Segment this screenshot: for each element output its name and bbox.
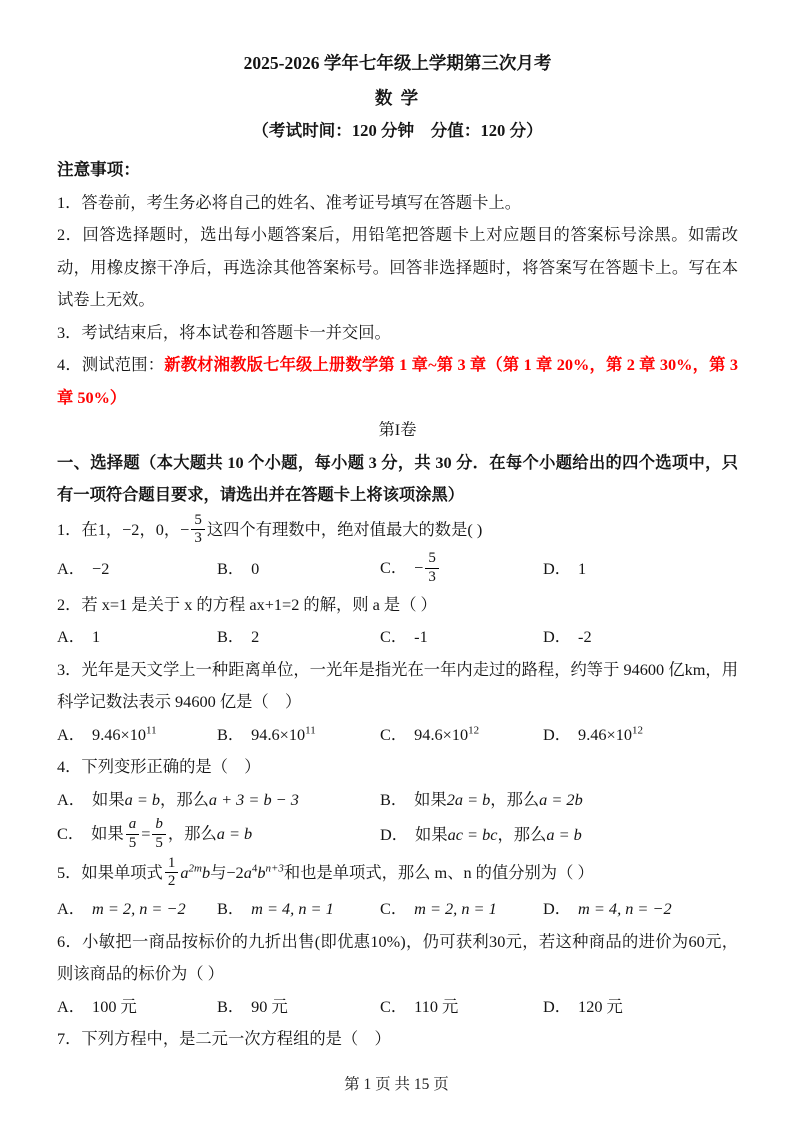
question-2-stem: 2．若 x=1 是关于 x 的方程 ax+1=2 的解，则 a 是（ ） xyxy=(57,594,437,614)
q2-option-d-label: D． xyxy=(543,627,572,646)
q2-option-d-value: -2 xyxy=(578,627,592,646)
q5-monomial-1-base: a xyxy=(180,862,189,882)
q1-option-b-label: B． xyxy=(217,559,245,578)
q4-option-d xyxy=(380,819,738,852)
q1-option-c-fraction-numerator: 5 xyxy=(425,551,439,569)
q1-stem-post: 这四个有理数中，绝对值最大的数是( ) xyxy=(206,519,483,539)
q4-option-c-fraction-2-denominator: 5 xyxy=(155,834,163,851)
q1-option-c-fraction-denominator: 3 xyxy=(428,568,436,585)
q2-option-b-label: B． xyxy=(217,627,245,646)
q3-option-a-label: A． xyxy=(57,724,86,744)
q5-option-d-value: m = 4, n = −2 xyxy=(578,899,672,918)
q4-option-a-label: A． xyxy=(57,789,86,809)
q4-option-c-text2: ，那么 xyxy=(167,823,217,843)
q5-option-b xyxy=(217,893,380,926)
q2-option-b-value: 2 xyxy=(251,627,260,646)
question-4-options-row-1 xyxy=(57,784,738,817)
q5-monomial-1-exponent: 2m xyxy=(188,862,202,875)
notice-item-4-scope: 新教材湘教版七年级上册数学第 1 章~第 3 章（第 1 章 20%，第 2 章 30%，第 3 章 50%） xyxy=(57,355,738,407)
q4-option-d-text1: 如果 xyxy=(415,825,448,844)
question-1-options xyxy=(57,550,738,589)
q4-option-b xyxy=(380,784,738,817)
q1-option-a-value: −2 xyxy=(92,559,110,578)
question-4-options-row-2 xyxy=(57,816,738,855)
notice-item-2: 2．回答选择题时，选出每小题答案后，用铅笔把答题卡上对应题目的答案标号涂黑。如需改动，用橡皮擦干净后，再选涂其他答案标号。回答非选择题时，将答案写在答题卡上。写在本试卷上无效。 xyxy=(57,225,738,309)
question-5-stem xyxy=(57,855,738,894)
page-footer: 第 1 页 共 15 页 xyxy=(344,1076,449,1093)
q1-option-b xyxy=(217,553,380,586)
q6-option-c-value: 110 元 xyxy=(414,996,459,1016)
q4-option-a-math1: a = b xyxy=(124,789,161,809)
q4-option-a xyxy=(57,784,380,817)
q1-option-b-value: 0 xyxy=(251,559,260,578)
exam-title: 2025-2026 学年七年级上学期第三次月考 xyxy=(243,53,552,73)
q4-option-c-fraction-2-numerator: b xyxy=(152,817,166,835)
q5-monomial-1-tail: b xyxy=(201,862,211,882)
q6-option-d-label: D． xyxy=(543,996,572,1016)
notice-item-4 xyxy=(57,349,738,414)
q4-option-d-math2: a = b xyxy=(546,825,582,844)
q5-monomial-2-exponent-1: 4 xyxy=(251,862,258,875)
q3-option-c-label: C． xyxy=(380,724,408,744)
q3-option-d-exponent: 12 xyxy=(632,724,644,737)
q2-option-d xyxy=(543,621,738,654)
q3-option-b-exponent: 11 xyxy=(305,724,316,737)
q3-option-c-value: 94.6×10 xyxy=(414,724,469,744)
q3-option-a xyxy=(57,719,217,752)
q5-stem-post: 和也是单项式，那么 m、n 的值分别为（ ） xyxy=(283,862,594,882)
q4-option-c xyxy=(57,816,380,855)
q2-option-c xyxy=(380,621,543,654)
q3-option-c-exponent: 12 xyxy=(468,724,480,737)
subject-title: 数 学 xyxy=(374,88,421,108)
q3-option-b-value: 94.6×10 xyxy=(251,724,306,744)
q4-option-a-math2: a + 3 = b − 3 xyxy=(208,789,299,809)
question-6-stem: 6．小敏把一商品按标价的九折出售(即优惠10%)，仍可获利30元，若这种商品的进价为60元，则该商品的标价为（ ） xyxy=(57,931,738,983)
q1-option-d xyxy=(543,553,738,586)
q5-coefficient-fraction-numerator: 1 xyxy=(165,856,179,874)
q4-option-c-equals-sign: = xyxy=(141,823,151,843)
q3-option-b-label: B． xyxy=(217,724,245,744)
q5-stem-mid: 与 xyxy=(210,862,227,882)
q5-option-c xyxy=(380,893,543,926)
question-4-stem: 4．下列变形正确的是（ ） xyxy=(57,757,261,776)
q1-fraction-denominator: 3 xyxy=(194,530,202,547)
section1-heading: 一、选择题（本大题共 10 个小题，每小题 3 分，共 30 分．在每个小题给出的四个选项中，只有一项符合题目要求，请选出并在答题卡上将该项涂黑） xyxy=(57,452,738,504)
q2-option-c-label: C． xyxy=(380,627,408,646)
q4-option-c-fraction-1-denominator: 5 xyxy=(128,834,137,851)
q3-option-d-label: D． xyxy=(543,724,572,744)
q3-option-a-value: 9.46×10 xyxy=(92,724,147,744)
q4-option-b-math2: a = 2b xyxy=(539,789,583,809)
q6-option-d xyxy=(543,991,738,1024)
q4-option-c-label: C． xyxy=(57,823,85,843)
q5-stem-pre: 5．如果单项式 xyxy=(57,862,163,882)
q5-option-d xyxy=(543,893,738,926)
q1-option-c-minus-sign: − xyxy=(414,557,424,577)
q2-option-c-value: -1 xyxy=(414,627,428,646)
question-2-options xyxy=(57,621,738,654)
q1-option-d-value: 1 xyxy=(578,559,587,578)
q5-option-a-label: A． xyxy=(57,899,86,918)
q5-option-b-label: B． xyxy=(217,899,245,918)
q4-option-c-text1: 如果 xyxy=(91,823,124,843)
q5-monomial-2-exponent-2: n+3 xyxy=(265,862,284,875)
q1-option-a-label: A． xyxy=(57,559,86,578)
q1-option-c-label: C． xyxy=(380,557,408,577)
q6-option-a-value: 100 元 xyxy=(92,996,137,1016)
notices-heading: 注意事项： xyxy=(57,160,140,179)
q6-option-b xyxy=(217,991,380,1024)
question-3-options xyxy=(57,719,738,752)
q5-option-a-value: m = 2, n = −2 xyxy=(92,899,186,918)
notice-item-3: 3．考试结束后，将本试卷和答题卡一并交回。 xyxy=(57,322,391,342)
q2-option-a-value: 1 xyxy=(92,627,101,646)
q5-monomial-2-coefficient: −2 xyxy=(226,862,244,882)
q4-option-b-text1: 如果 xyxy=(414,789,447,809)
q2-option-a-label: A． xyxy=(57,627,86,646)
q5-option-a xyxy=(57,893,217,926)
q4-option-b-math1: 2a = b xyxy=(446,789,491,809)
question-7-stem: 7．下列方程中，是二元一次方程组的是（ ） xyxy=(57,1029,391,1048)
q2-option-b xyxy=(217,621,380,654)
q5-option-c-value: m = 2, n = 1 xyxy=(414,899,497,918)
q1-option-c xyxy=(380,550,543,589)
question-6-options xyxy=(57,991,738,1024)
exam-meta: （考试时间：120 分钟 分值：120 分） xyxy=(252,121,543,140)
q5-coefficient-fraction-denominator: 2 xyxy=(167,873,176,890)
q4-option-c-fraction-2 xyxy=(152,817,166,852)
q3-option-d-value: 9.46×10 xyxy=(578,724,633,744)
q5-monomial-2-base: a xyxy=(243,862,252,882)
q6-option-a-label: A． xyxy=(57,996,86,1016)
question-3-stem: 3．光年是天文学上一种距离单位，一光年是指光在一年内走过的路程，约等于 94600 亿km，用科学记数法表示 94600 亿是（ ） xyxy=(57,659,738,711)
q6-option-c-label: C． xyxy=(380,996,408,1016)
q4-option-d-math1: ac = bc xyxy=(447,825,498,844)
q3-option-d xyxy=(543,719,738,752)
q5-option-d-label: D． xyxy=(543,899,572,918)
q4-option-d-text2: ，那么 xyxy=(497,825,547,844)
q4-option-c-math2: a = b xyxy=(216,823,253,843)
q6-option-b-value: 90 元 xyxy=(251,996,288,1016)
q5-coefficient-fraction xyxy=(165,856,179,891)
q5-option-c-label: C． xyxy=(380,899,408,918)
q4-option-a-text1: 如果 xyxy=(92,789,125,809)
q4-option-b-text2: ，那么 xyxy=(490,789,540,809)
q1-option-c-fraction xyxy=(425,551,439,586)
q1-stem-pre: 1．在1，−2，0， xyxy=(57,519,181,539)
q1-option-d-label: D． xyxy=(543,559,572,578)
q4-option-d-label: D． xyxy=(380,825,409,844)
question-1-stem xyxy=(57,512,738,551)
q5-option-b-value: m = 4, n = 1 xyxy=(251,899,334,918)
q6-option-d-value: 120 元 xyxy=(578,996,623,1016)
q4-option-c-fraction-1-numerator: a xyxy=(126,817,140,835)
q6-option-c xyxy=(380,991,543,1024)
q1-option-a xyxy=(57,553,217,586)
question-5-options xyxy=(57,893,738,926)
q3-option-b xyxy=(217,719,380,752)
q6-option-a xyxy=(57,991,217,1024)
q3-option-c xyxy=(380,719,543,752)
q4-option-c-fraction-1 xyxy=(126,817,140,852)
q6-option-b-label: B． xyxy=(217,996,245,1016)
q1-fraction xyxy=(191,513,205,548)
q5-monomial-2-base-2: b xyxy=(257,862,266,882)
q3-option-a-exponent: 11 xyxy=(146,724,157,737)
notice-item-1: 1．答卷前，考生务必将自己的姓名、准考证号填写在答题卡上。 xyxy=(57,192,522,212)
q1-minus-sign: − xyxy=(180,519,190,539)
notice-item-4-label: 4．测试范围： xyxy=(57,355,165,374)
q4-option-a-text2: ，那么 xyxy=(160,789,209,809)
q4-option-b-label: B． xyxy=(380,789,408,809)
q1-fraction-numerator: 5 xyxy=(191,513,205,531)
part1-title: 第I卷 xyxy=(378,420,417,439)
q2-option-a xyxy=(57,621,217,654)
